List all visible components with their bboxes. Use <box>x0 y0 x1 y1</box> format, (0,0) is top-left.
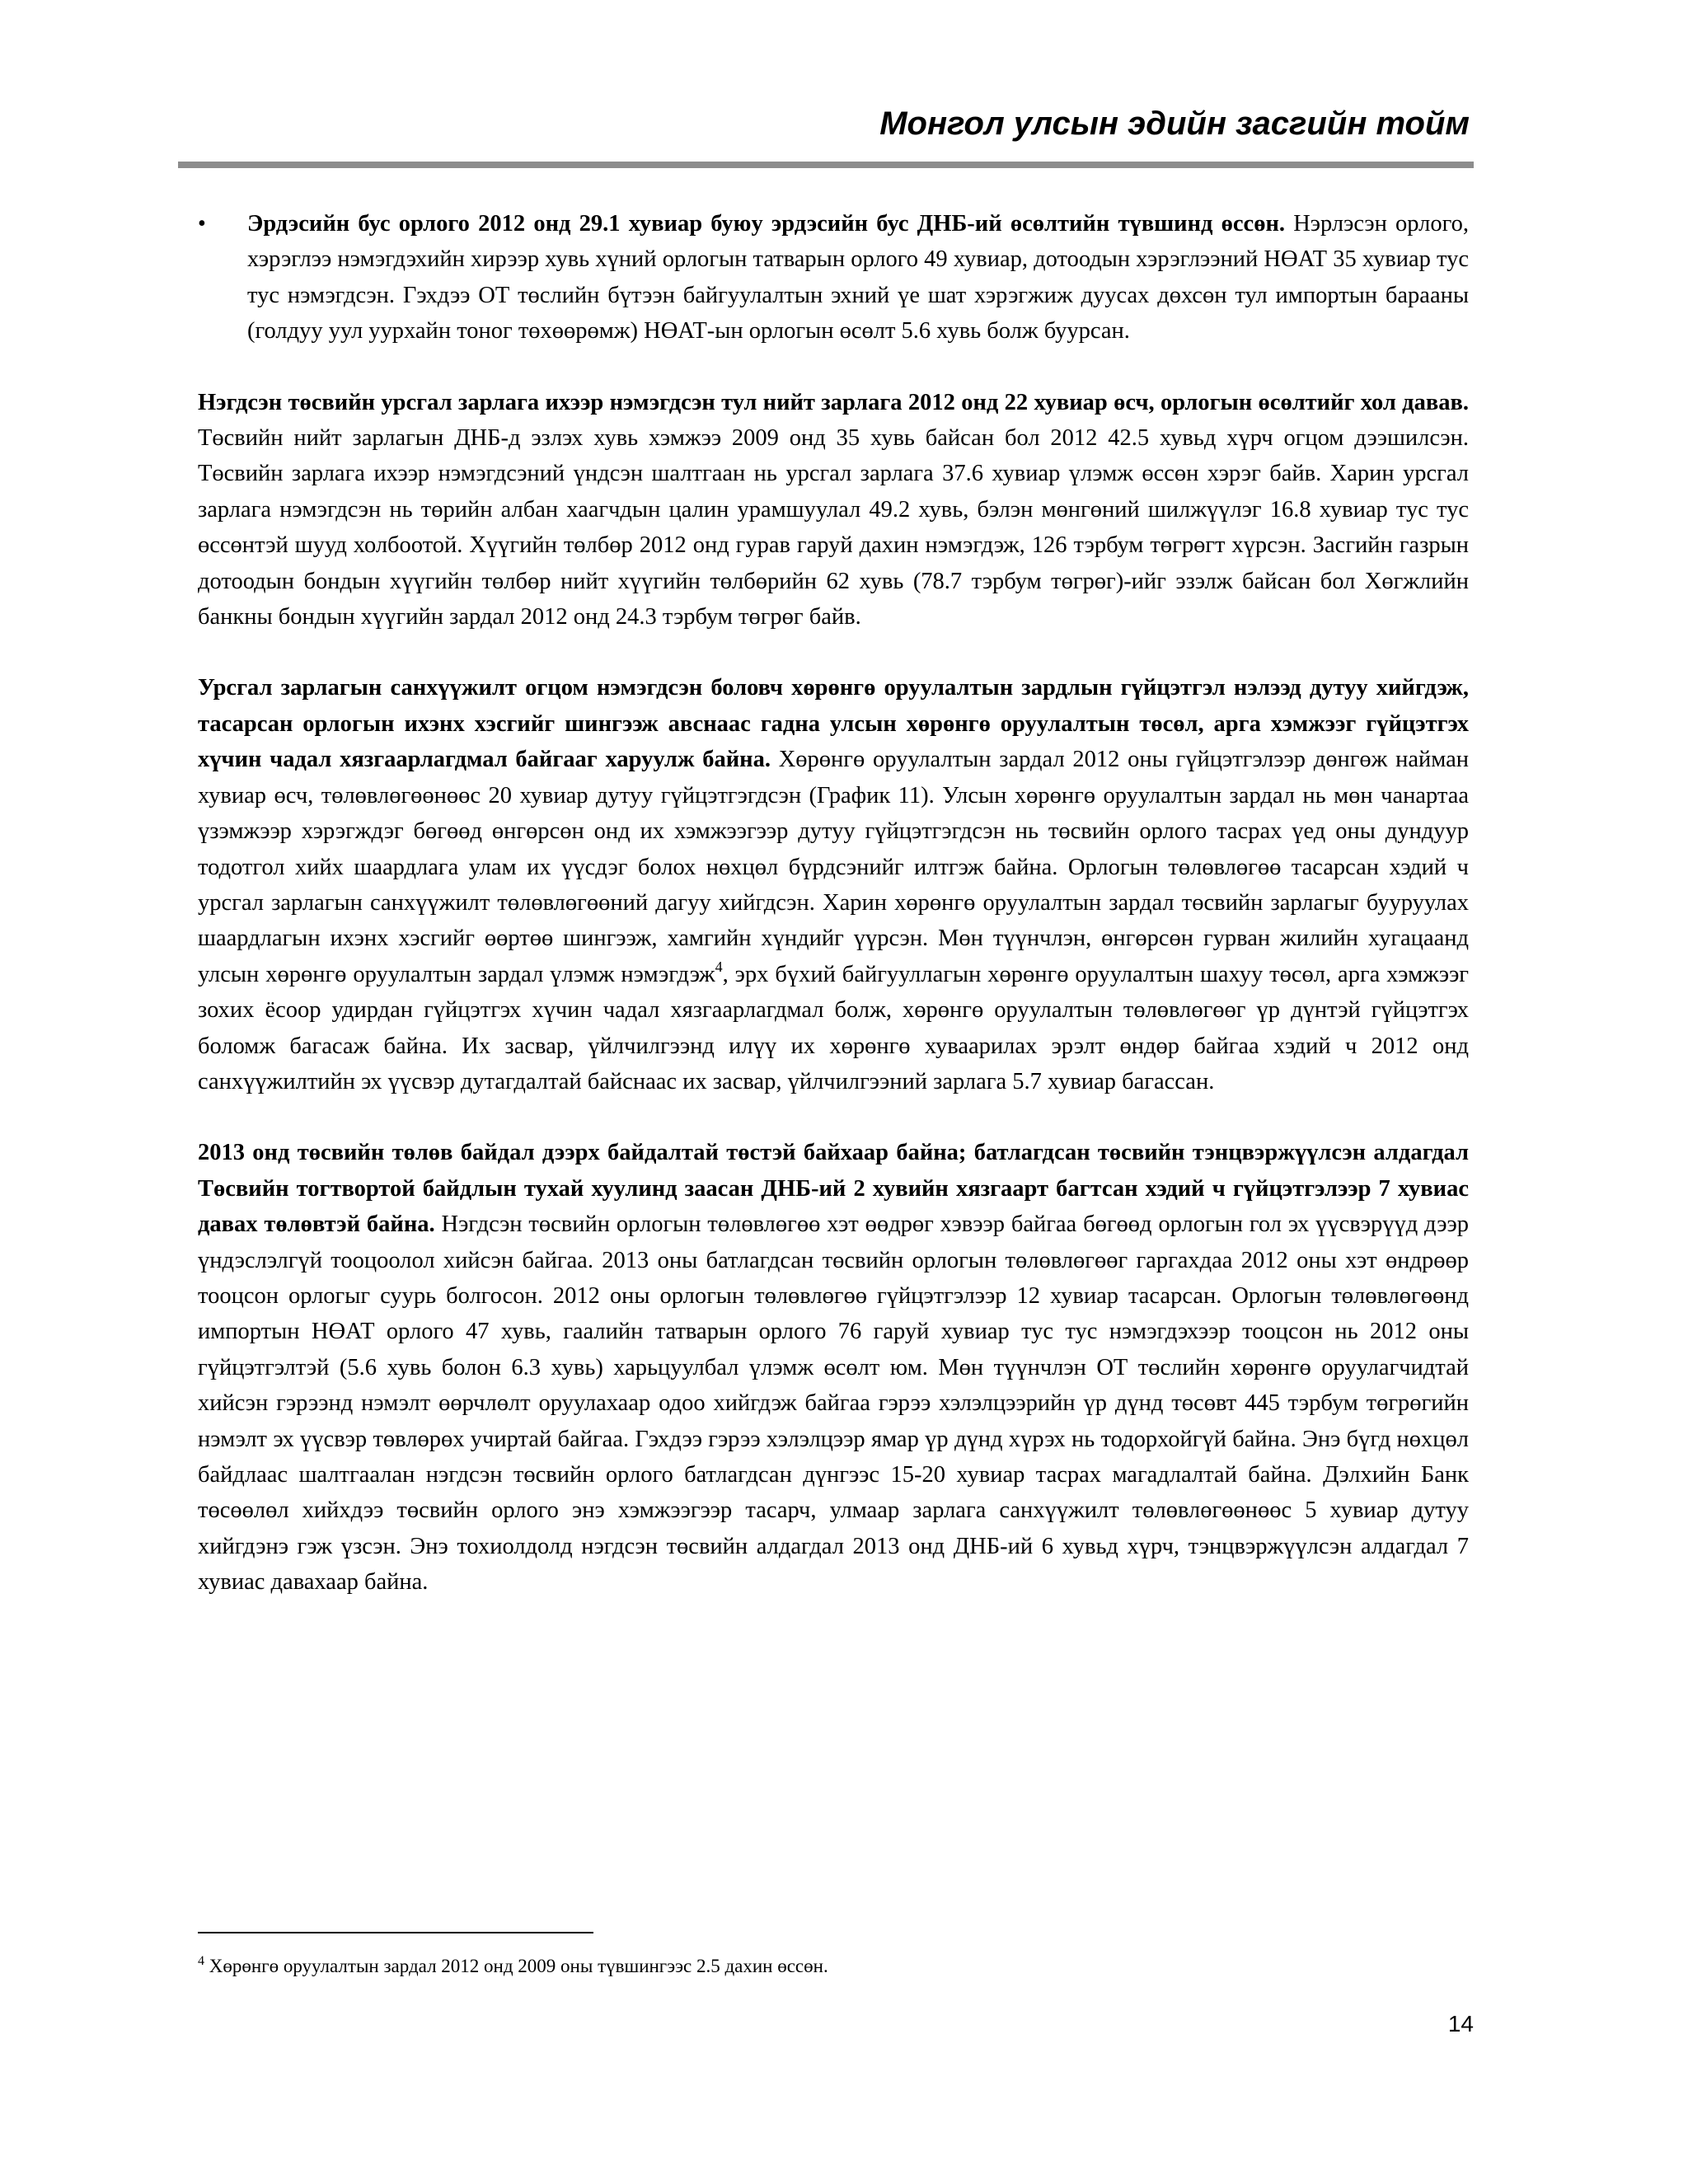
paragraph-3-lead: 2013 онд төсвийн төлөв байдал дээрх байдалтай төстэй байхаар байна; батлагдсан төсвийн тэнцвэржүүлсэн алдагдал Төсвийн тогтвортой байдлын тухай хуулинд заасан ДНБ-ий 2 хувийн хязгаарт багтсан хэдий ч гүйцэтгэлээр 7 хувиас давах төлөвтэй байна. <box>198 1140 1469 1238</box>
paragraph-1 <box>198 385 1469 635</box>
header-divider <box>178 162 1474 168</box>
bullet-item <box>198 206 1469 349</box>
footnote-number: 4 <box>198 1954 204 1968</box>
footnote-text: Хөрөнгө оруулалтын зардал 2012 онд 2009 оны түвшингээс 2.5 дахин өссөн. <box>204 1956 828 1976</box>
bullet-body-text: Нэрлэсэн орлого, хэрэглээ нэмэгдэхийн хирээр хувь хүний орлогын татварын орлого 49 хувиар, дотоодын хэрэглээний НӨАТ 35 хувиар тус тус нэмэгдсэн. Гэхдээ ОТ төслийн бүтээн байгуулалтын эхний үе шат хэрэгжиж дуусах дөхсөн тул импортын барааны (голдуу уул уурхайн тоног төхөөрөмж) НӨАТ-ын орлогын өсөлт 5.6 хувь болж буурсан. <box>247 211 1470 344</box>
paragraph-2-text: Хөрөнгө оруулалтын зардал 2012 оны гүйцэтгэлээр дөнгөж найман хувиар өсч, төлөвлөгөөнөөс 20 хувиар дутуу гүйцэтгэгдсэн (График 11). Улсын хөрөнгө оруулалтын зардал нь мөн чанартаа үзэмжээр хэрэгждэг бөгөөд өнгөрсөн онд их хэмжээгээр дутуу гүйцэтгэгдсэн нь төсвийн орлого тасрах үед оны дундуур тодотгол хийх шаардлага улам их үүсдэг болох нөхцөл бүрдсэнийг илтгэж байна. Орлогын төлөвлөгөө тасарсан хэдий ч урсгал зарлагын санхүүжилт төлөвлөгөөний дагуу хийгдсэн. Харин хөрөнгө оруулалтын зардал төсвийн зарлагыг бууруулах шаардлагын ихэнх хэсгийг өөртөө шингээж, хамгийн хүндийг үүрсэн. Мөн түүнчлэн, өнгөрсөн гурван жилийн хугацаанд улсын хөрөнгө оруулалтын зардал үлэмж нэмэгдэж <box>198 747 1469 987</box>
paragraph-3-text: Нэгдсэн төсвийн орлогын төлөвлөгөө хэт өөдрөг хэвээр байгаа бөгөөд орлогын гол эх үүсвэрүүд дээр үндэслэлгүй тооцоолол хийсэн байгаа. 2013 оны батлагдсан төсвийн орлогын төлөвлөгөөг гаргахдаа 2012 оны хэт өндрөөр тооцсон орлогыг суурь болгосон. 2012 оны орлогын төлөвлөгөө гүйцэтгэлээр 12 хувиар тасарсан. Орлогын төлөвлөгөөнд импортын НӨАТ орлого 47 хувь, гаалийн татварын орлого 76 гаруй хувиар тус тус нэмэгдэхээр тооцсон нь 2012 оны гүйцэтгэлтэй (5.6 хувь болон 6.3 хувь) харьцуулбал үлэмж өсөлт юм. Мөн түүнчлэн ОТ төслийн хөрөнгө оруулагчидтай хийсэн гэрээнд нэмэлт өөрчлөлт оруулахаар одоо хийгдэж байгаа гэрээ хэлэлцээрийн үр дүнд төсөвт 445 тэрбум төгрөгийн нэмэлт эх үүсвэр төвлөрөх учиртай байгаа. Гэхдээ гэрээ хэлэлцээр ямар үр дүнд хүрэх нь тодорхойгүй байна. Энэ бүгд нөхцөл байдлаас шалтгаалан нэгдсэн төсвийн орлого батлагдсан дүнгээс 15-20 хувиар тасрах магадлалтай байна. Дэлхийн Банк төсөөлөл хийхдээ төсвийн орлого энэ хэмжээгээр тасарч, улмаар зарлага санхүүжилт төлөвлөгөөнөөс 5 хувиар дутуу хийгдэнэ гэж үзсэн. Энэ тохиолдолд нэгдсэн төсвийн алдагдал 2013 онд ДНБ-ий 6 хувьд хүрч, тэнцвэржүүлсэн алдагдал 7 хувиас давахаар байна. <box>198 1212 1469 1596</box>
bullet-lead: Эрдэсийн бус орлого 2012 онд 29.1 хувиар буюу эрдэсийн бус ДНБ-ий өсөлтийн түвшинд өссөн. <box>247 211 1285 237</box>
footnote <box>198 1953 1469 1980</box>
paragraph-1-lead: Нэгдсэн төсвийн урсгал зарлага ихээр нэмэгдсэн тул нийт зарлага 2012 онд 22 хувиар өсч, орлогын өсөлтийг хол давав. <box>198 389 1469 415</box>
main-content <box>198 206 1469 1636</box>
bullet-icon: • <box>198 211 206 237</box>
page-number: 14 <box>1447 2011 1474 2036</box>
paragraph-2-text-continued: , эрх бүхий байгууллагын хөрөнгө оруулалтын шахуу төсөл, арга хэмжээг зохих ёсоор удирдан гүйцэтгэх хүчин чадал хязгаарлагдмал болж, хөрөнгө оруулалтын төлөвлөгөөг үр дүнтэй гүйцэтгэх боломж багасаж байна. Их засвар, үйлчилгээнд илүү их хөрөнгө хуваарилах эрэлт өндөр байгаа хэдий ч 2012 онд санхүүжилтийн эх үүсвэр дутагдалтай байснаас их засвар, үйлчилгээний зарлага 5.7 хувиар багассан. <box>198 961 1469 1094</box>
paragraph-1-text: Төсвийн нийт зарлагын ДНБ-д эзлэх хувь хэмжээ 2009 онд 35 хувь байсан бол 2012 42.5 хувьд хүрч огцом дээшилсэн. Төсвийн зарлага ихээр нэмэгдсэний үндсэн шалтгаан нь урсгал зарлага 37.6 хувиар үлэмж өссөн хэрэг байв. Харин урсгал зарлага нэмэгдсэн нь төрийн албан хаагчдын цалин урамшуулал 49.2 хувь, бэлэн мөнгөний шилжүүлэг 16.8 хувиар тус тус өссөнтэй шууд холбоотой. Хүүгийн төлбөр 2012 онд гурав гаруй дахин нэмэгдэж, 126 тэрбум төгрөгт хүрсэн. Засгийн газрын дотоодын бондын хүүгийн төлбөр нийт хүүгийн төлбөрийн 62 хувь (78.7 тэрбум төгрөг)-ийг эзэлж байсан бол Хөгжлийн банкны бондын хүүгийн зардал 2012 онд 24.3 тэрбум төгрөг байв. <box>198 425 1469 630</box>
page-header-title: Монгол улсын эдийн засгийн тойм <box>879 105 1470 142</box>
bullet-text <box>247 206 1469 349</box>
paragraph-3 <box>198 1135 1469 1600</box>
paragraph-2 <box>198 670 1469 1099</box>
footnote-reference[interactable]: 4 <box>715 958 723 975</box>
paragraph-2-lead: Урсгал зарлагын санхүүжилт огцом нэмэгдсэн боловч хөрөнгө оруулалтын зардлын гүйцэтгэл нэлээд дутуу хийгдэж, тасарсан орлогын ихэнх хэсгийг шингээж авснаас гадна улсын хөрөнгө оруулалтын төсөл, арга хэмжээг гүйцэтгэх хүчин чадал хязгаарлагдмал байгааг харуулж байна. <box>198 675 1469 773</box>
footnote-divider <box>198 1932 593 1933</box>
